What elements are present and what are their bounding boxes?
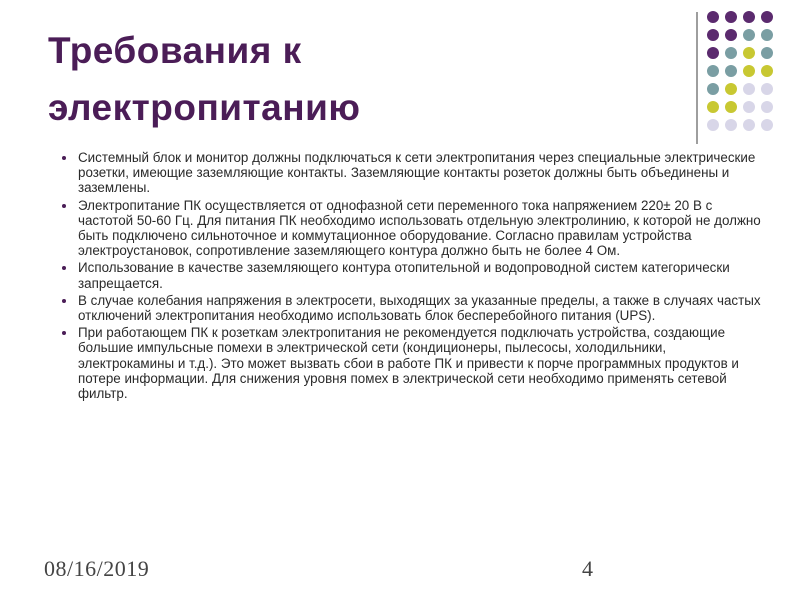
- vertical-divider: [696, 12, 698, 144]
- decorative-dot: [725, 47, 737, 59]
- bullet-text: Системный блок и монитор должны подключаться к сети электропитания через специальные электрические розетки, имеющие заземляющие контакты. Заземляющие контакты розеток должны быть объединены и заземлены.: [78, 150, 756, 196]
- decorative-dot: [761, 11, 773, 23]
- decorative-dot: [761, 29, 773, 41]
- bullet-text: При работающем ПК к розеткам электропитания не рекомендуется подключать устройства, создающие большие импульсные помехи в электрической сети (кондиционеры, пылесосы, холодильники, электрокамины и т.д.). Это может вызвать сбои в работе ПК и привести к порче программных продуктов и потере информации. Для снижения уровня помех в электрической сети необходимо применять сетевой фильтр.: [78, 325, 739, 402]
- bullet-list: [62, 150, 762, 403]
- bullet-item: [62, 293, 762, 323]
- decorative-dot: [725, 83, 737, 95]
- bullet-text: Использование в качестве заземляющего контура отопительной и водопроводной систем категорически запрещается.: [78, 260, 730, 291]
- slide-title: [48, 22, 648, 136]
- decorative-dot: [743, 11, 755, 23]
- slide-title-line-2: электропитанию: [48, 87, 361, 128]
- decorative-dot: [707, 101, 719, 113]
- bullet-marker: [62, 156, 66, 160]
- bullet-marker: [62, 266, 66, 270]
- bullet-item: [62, 150, 762, 196]
- decorative-dot: [743, 83, 755, 95]
- bullet-marker: [62, 299, 66, 303]
- bullet-item: [62, 325, 762, 401]
- decorative-dot: [761, 119, 773, 131]
- decorative-dot: [707, 47, 719, 59]
- decorative-dot: [707, 65, 719, 77]
- bullet-item: [62, 198, 762, 259]
- decorative-dot: [743, 101, 755, 113]
- decorative-dot: [707, 119, 719, 131]
- bullet-text: В случае колебания напряжения в электросети, выходящих за указанные пределы, а также в случаях частых отключений электропитания необходимо использовать блок бесперебойного питания (UPS).: [78, 292, 761, 324]
- decorative-dot: [761, 83, 773, 95]
- decorative-dot: [761, 47, 773, 59]
- decorative-dot: [725, 65, 737, 77]
- decorative-dot: [761, 101, 773, 113]
- decorative-dot: [725, 101, 737, 113]
- decorative-dot: [743, 119, 755, 131]
- decorative-dot: [707, 29, 719, 41]
- decorative-dot: [743, 47, 755, 59]
- decorative-dot: [743, 29, 755, 41]
- bullet-item: [62, 260, 762, 290]
- slide-title-line-1: Требования к: [48, 30, 302, 71]
- decorative-dot: [707, 83, 719, 95]
- decorative-dot: [707, 11, 719, 23]
- decorative-dot: [725, 119, 737, 131]
- decorative-dot: [725, 11, 737, 23]
- decorative-dot: [743, 65, 755, 77]
- page-number: 4: [582, 556, 593, 581]
- decorative-dot: [725, 29, 737, 41]
- bullet-text: Электропитание ПК осуществляется от однофазной сети переменного тока напряжением 220± 20 В с частотой 50-60 Гц. Для питания ПК необходимо использовать отдельную электролинию, к которой не должно быть подключено сильноточное и коммутационное оборудование. Согласно правилам устройства электроустановок, сопротивление заземляющего контура должно быть не более 4 Ом.: [78, 197, 761, 259]
- footer-date: 08/16/2019: [44, 556, 150, 581]
- decorative-dot: [761, 65, 773, 77]
- bullet-marker: [62, 331, 66, 335]
- decorative-dot-grid: [704, 9, 794, 134]
- bullet-marker: [62, 204, 66, 208]
